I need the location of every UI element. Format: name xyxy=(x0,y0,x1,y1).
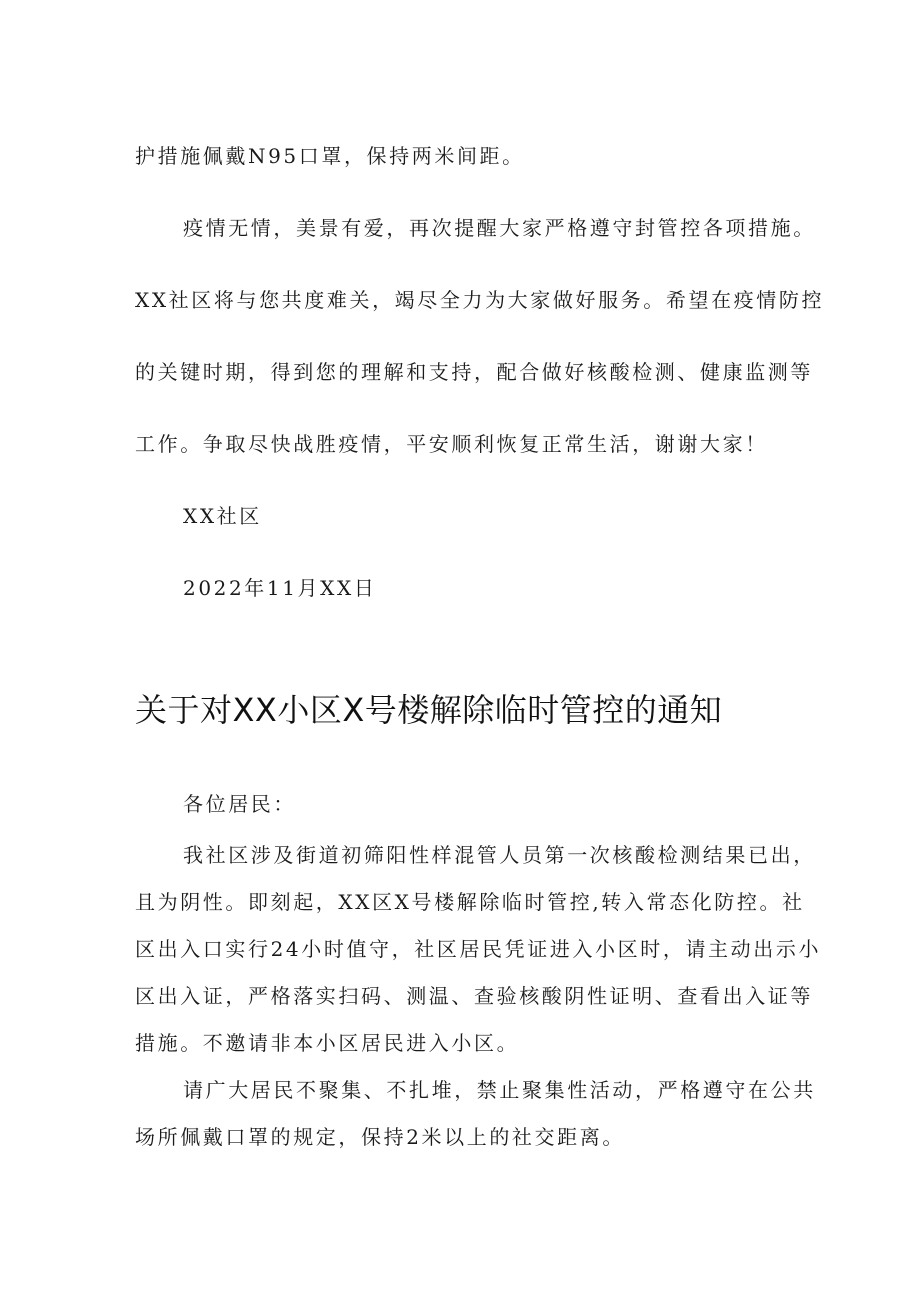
paragraph-line: 区出入口实行24小时值守，社区居民凭证进入小区时，请主动出示小 xyxy=(135,937,822,961)
document-title: 关于对XX小区X号楼解除临时管控的通知 xyxy=(135,691,723,729)
paragraph-line: 护措施佩戴N95口罩，保持两米间距。 xyxy=(135,144,525,168)
date: 2022年11月XX日 xyxy=(183,576,377,600)
paragraph-line: 工作。争取尽快战胜疫情，平安顺利恢复正常生活，谢谢大家！ xyxy=(135,432,768,456)
paragraph-line: 且为阴性。即刻起，XX区X号楼解除临时管控,转入常态化防控。社 xyxy=(135,890,805,914)
paragraph-line: 场所佩戴口罩的规定，保持2米以上的社交距离。 xyxy=(135,1125,625,1149)
paragraph-line: 请广大居民不聚集、不扎堆，禁止聚集性活动，严格遵守在公共 xyxy=(183,1078,816,1102)
salutation: 各位居民： xyxy=(183,792,296,816)
paragraph-line: 的关键时期，得到您的理解和支持，配合做好核酸检测、健康监测等 xyxy=(135,360,813,384)
paragraph-line: XX社区将与您共度难关，竭尽全力为大家做好服务。希望在疫情防控 xyxy=(135,288,825,312)
paragraph-line: 措施。不邀请非本小区居民进入小区。 xyxy=(135,1031,520,1055)
paragraph-line: 疫情无情，美景有爱，再次提醒大家严格遵守封管控各项措施。 xyxy=(183,216,816,240)
paragraph-line: 区出入证，严格落实扫码、测温、查验核酸阴性证明、查看出入证等 xyxy=(135,984,813,1008)
signature: XX社区 xyxy=(183,504,262,528)
paragraph-line: 我社区涉及街道初筛阳性样混管人员第一次核酸检测结果已出， xyxy=(183,843,816,867)
